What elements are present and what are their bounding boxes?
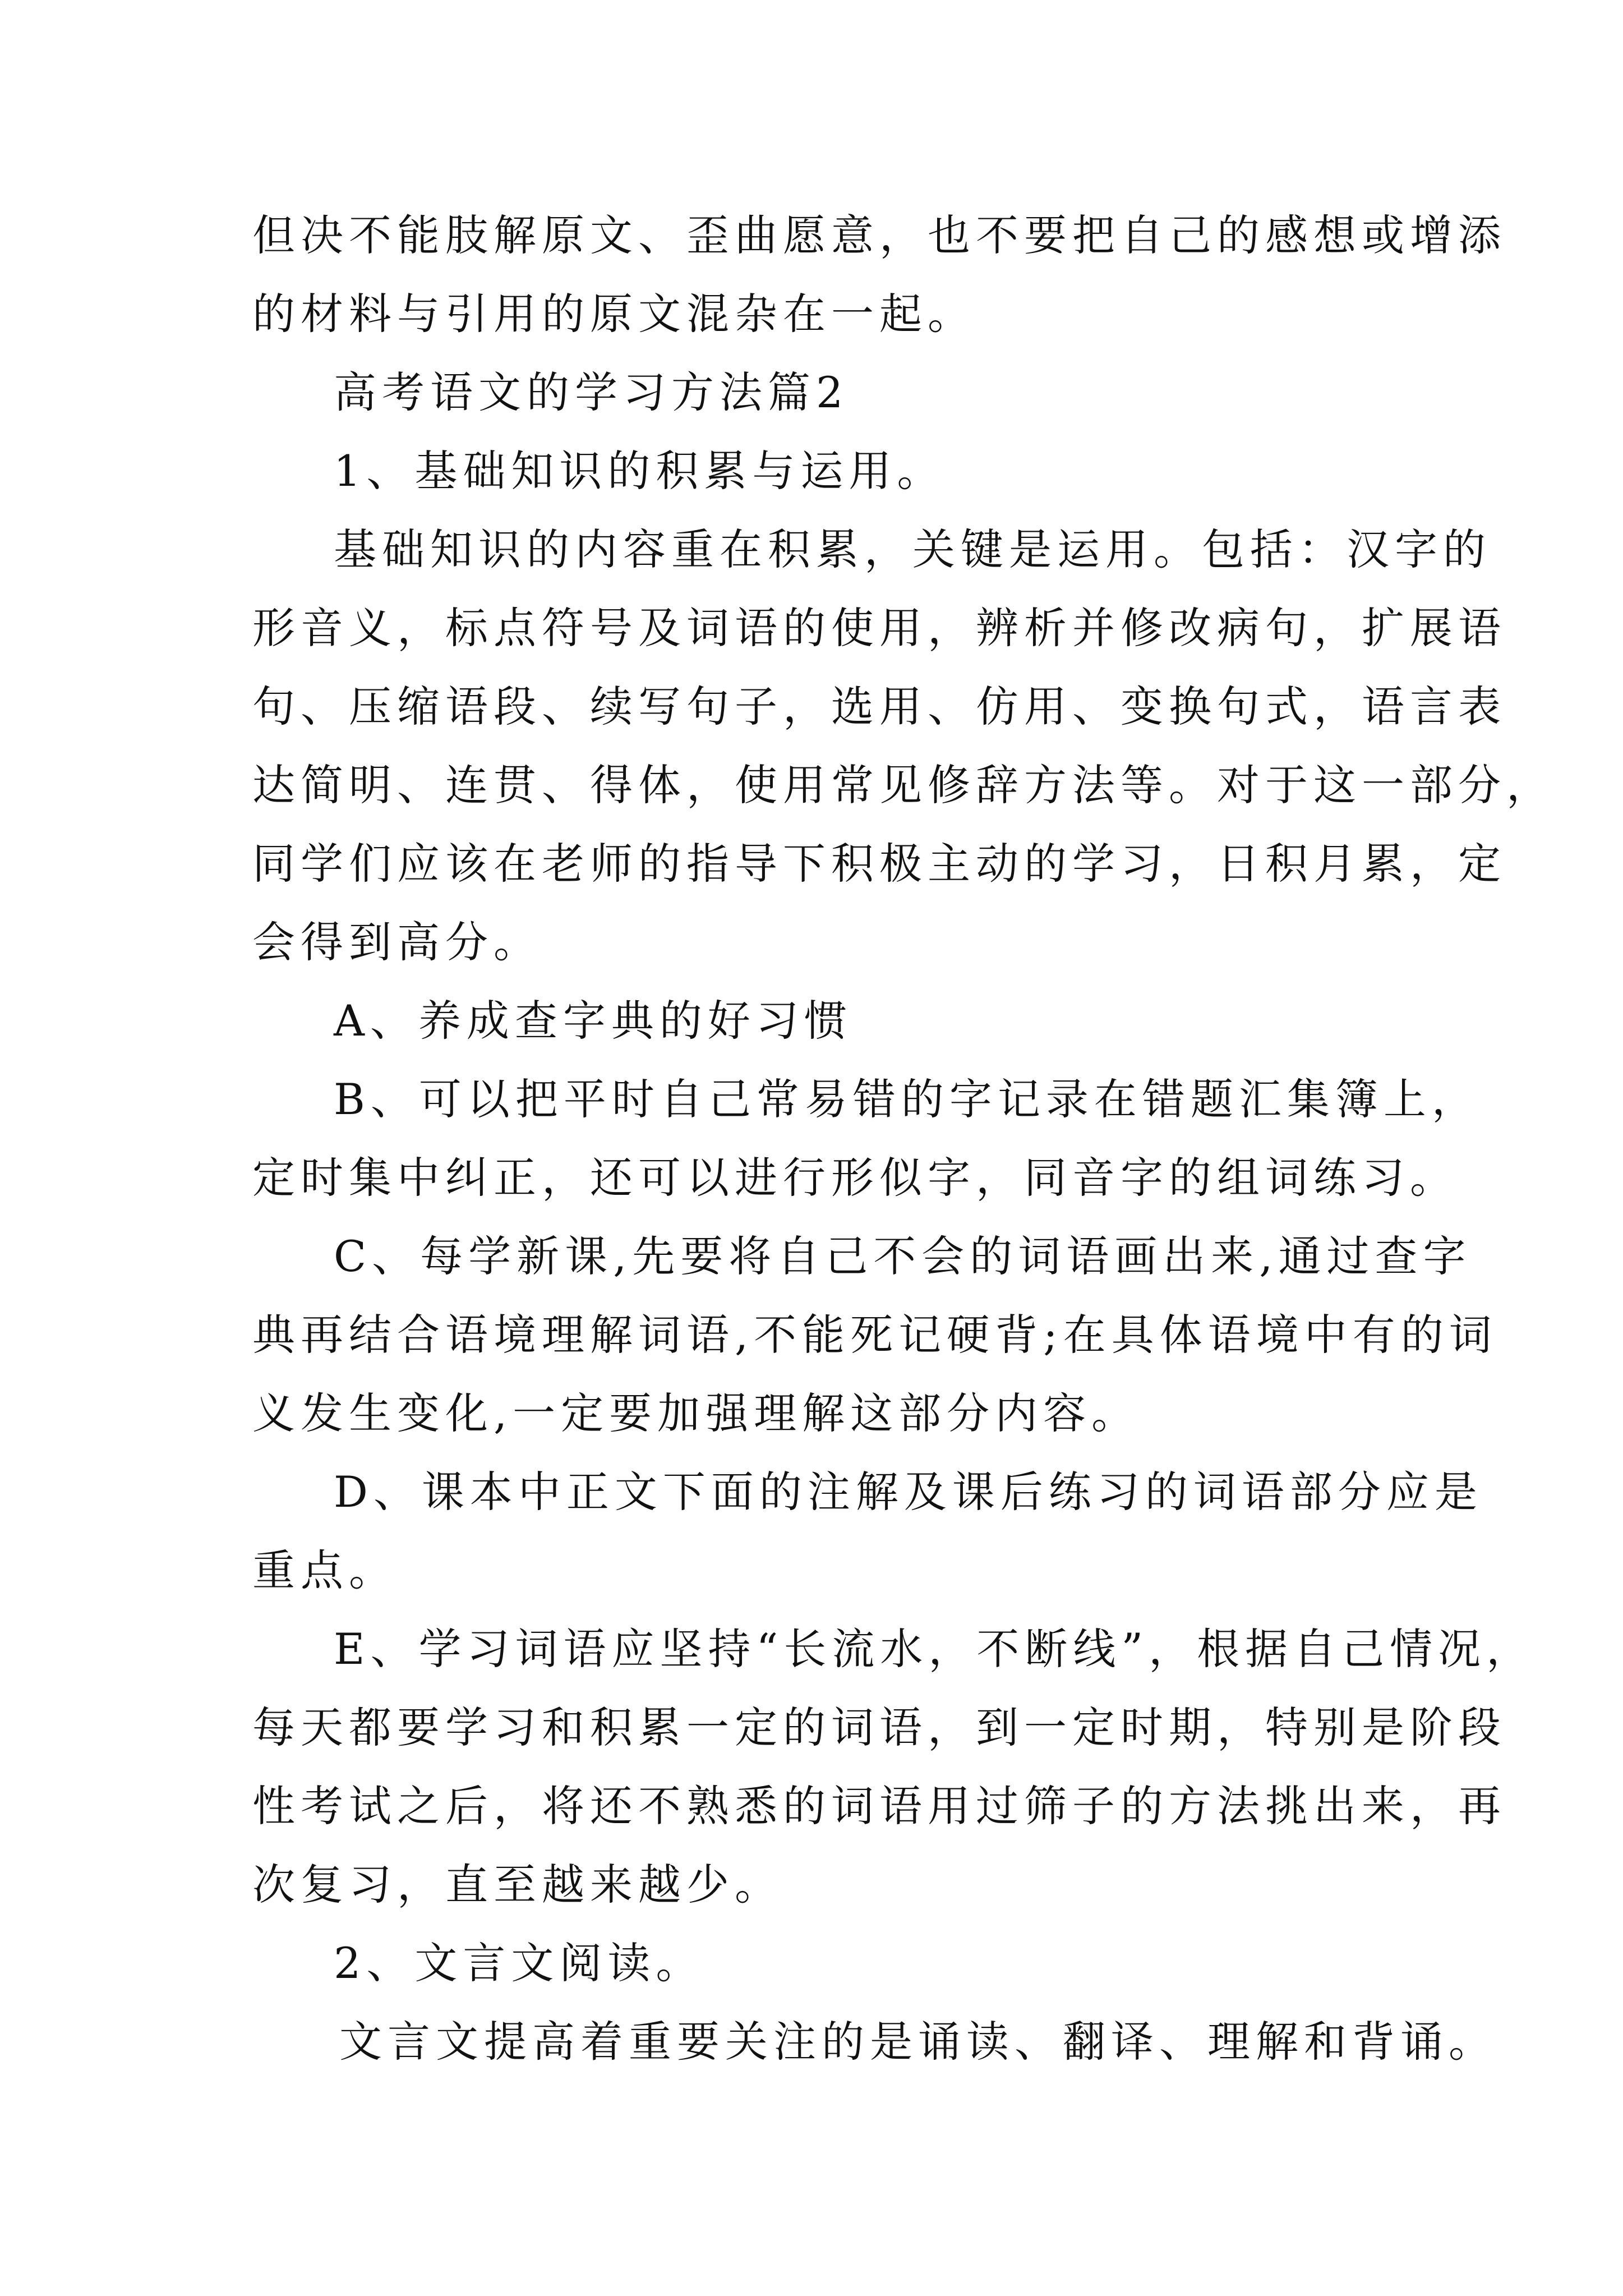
text-line: 定时集中纠正，还可以进行形似字，同音字的组词练习。 bbox=[252, 1153, 1458, 1203]
text-line: 文言文提高着重要关注的是诵读、翻译、理解和背诵。 bbox=[339, 2017, 1497, 2067]
section-heading: 高考语文的学习方法篇2 bbox=[334, 367, 849, 417]
list-item-a: A、养成查字典的好习惯 bbox=[334, 996, 852, 1046]
text-line: 次复习，直至越来越少。 bbox=[252, 1860, 783, 1910]
list-item-c: C、每学新课,先要将自己不会的词语画出来,通过查字 bbox=[334, 1231, 1472, 1281]
list-item-d: D、课本中正文下面的注解及课后练习的词语部分应是 bbox=[334, 1467, 1483, 1517]
text-line: 重点。 bbox=[252, 1545, 397, 1595]
text-line: 形音义，标点符号及词语的使用，辨析并修改病句，扩展语 bbox=[252, 603, 1506, 653]
text-line: 同学们应该在老师的指导下积极主动的学习，日积月累，定 bbox=[252, 839, 1506, 889]
text-line: 会得到高分。 bbox=[252, 917, 542, 967]
list-item-e: E、学习词语应坚持“长流水，不断线”，根据自己情况， bbox=[334, 1624, 1535, 1674]
text-line: 每天都要学习和积累一定的词语，到一定时期，特别是阶段 bbox=[252, 1703, 1506, 1752]
subsection-heading: 2、文言文阅读。 bbox=[334, 1938, 704, 1988]
subsection-heading: 1、基础知识的积累与运用。 bbox=[334, 446, 946, 496]
text-line: 义发生变化,一定要加强理解这部分内容。 bbox=[252, 1388, 1140, 1438]
text-line: 达简明、连贯、得体，使用常见修辞方法等。对于这一部分， bbox=[252, 760, 1555, 810]
text-line: 句、压缩语段、续写句子，选用、仿用、变换句式，语言表 bbox=[252, 682, 1506, 731]
list-item-b: B、可以把平时自己常易错的字记录在错题汇集簿上， bbox=[334, 1074, 1480, 1124]
text-line: 典再结合语境理解词语,不能死记硬背;在具体语境中有的词 bbox=[252, 1310, 1497, 1360]
text-line: 性考试之后，将还不熟悉的词语用过筛子的方法挑出来，再 bbox=[252, 1781, 1506, 1831]
text-line: 但决不能肢解原文、歪曲愿意，也不要把自己的感想或增添 bbox=[252, 210, 1506, 260]
text-line: 的材料与引用的原文混杂在一起。 bbox=[252, 289, 976, 339]
text-line: 基础知识的内容重在积累，关键是运用。包括：汉字的 bbox=[334, 524, 1491, 574]
